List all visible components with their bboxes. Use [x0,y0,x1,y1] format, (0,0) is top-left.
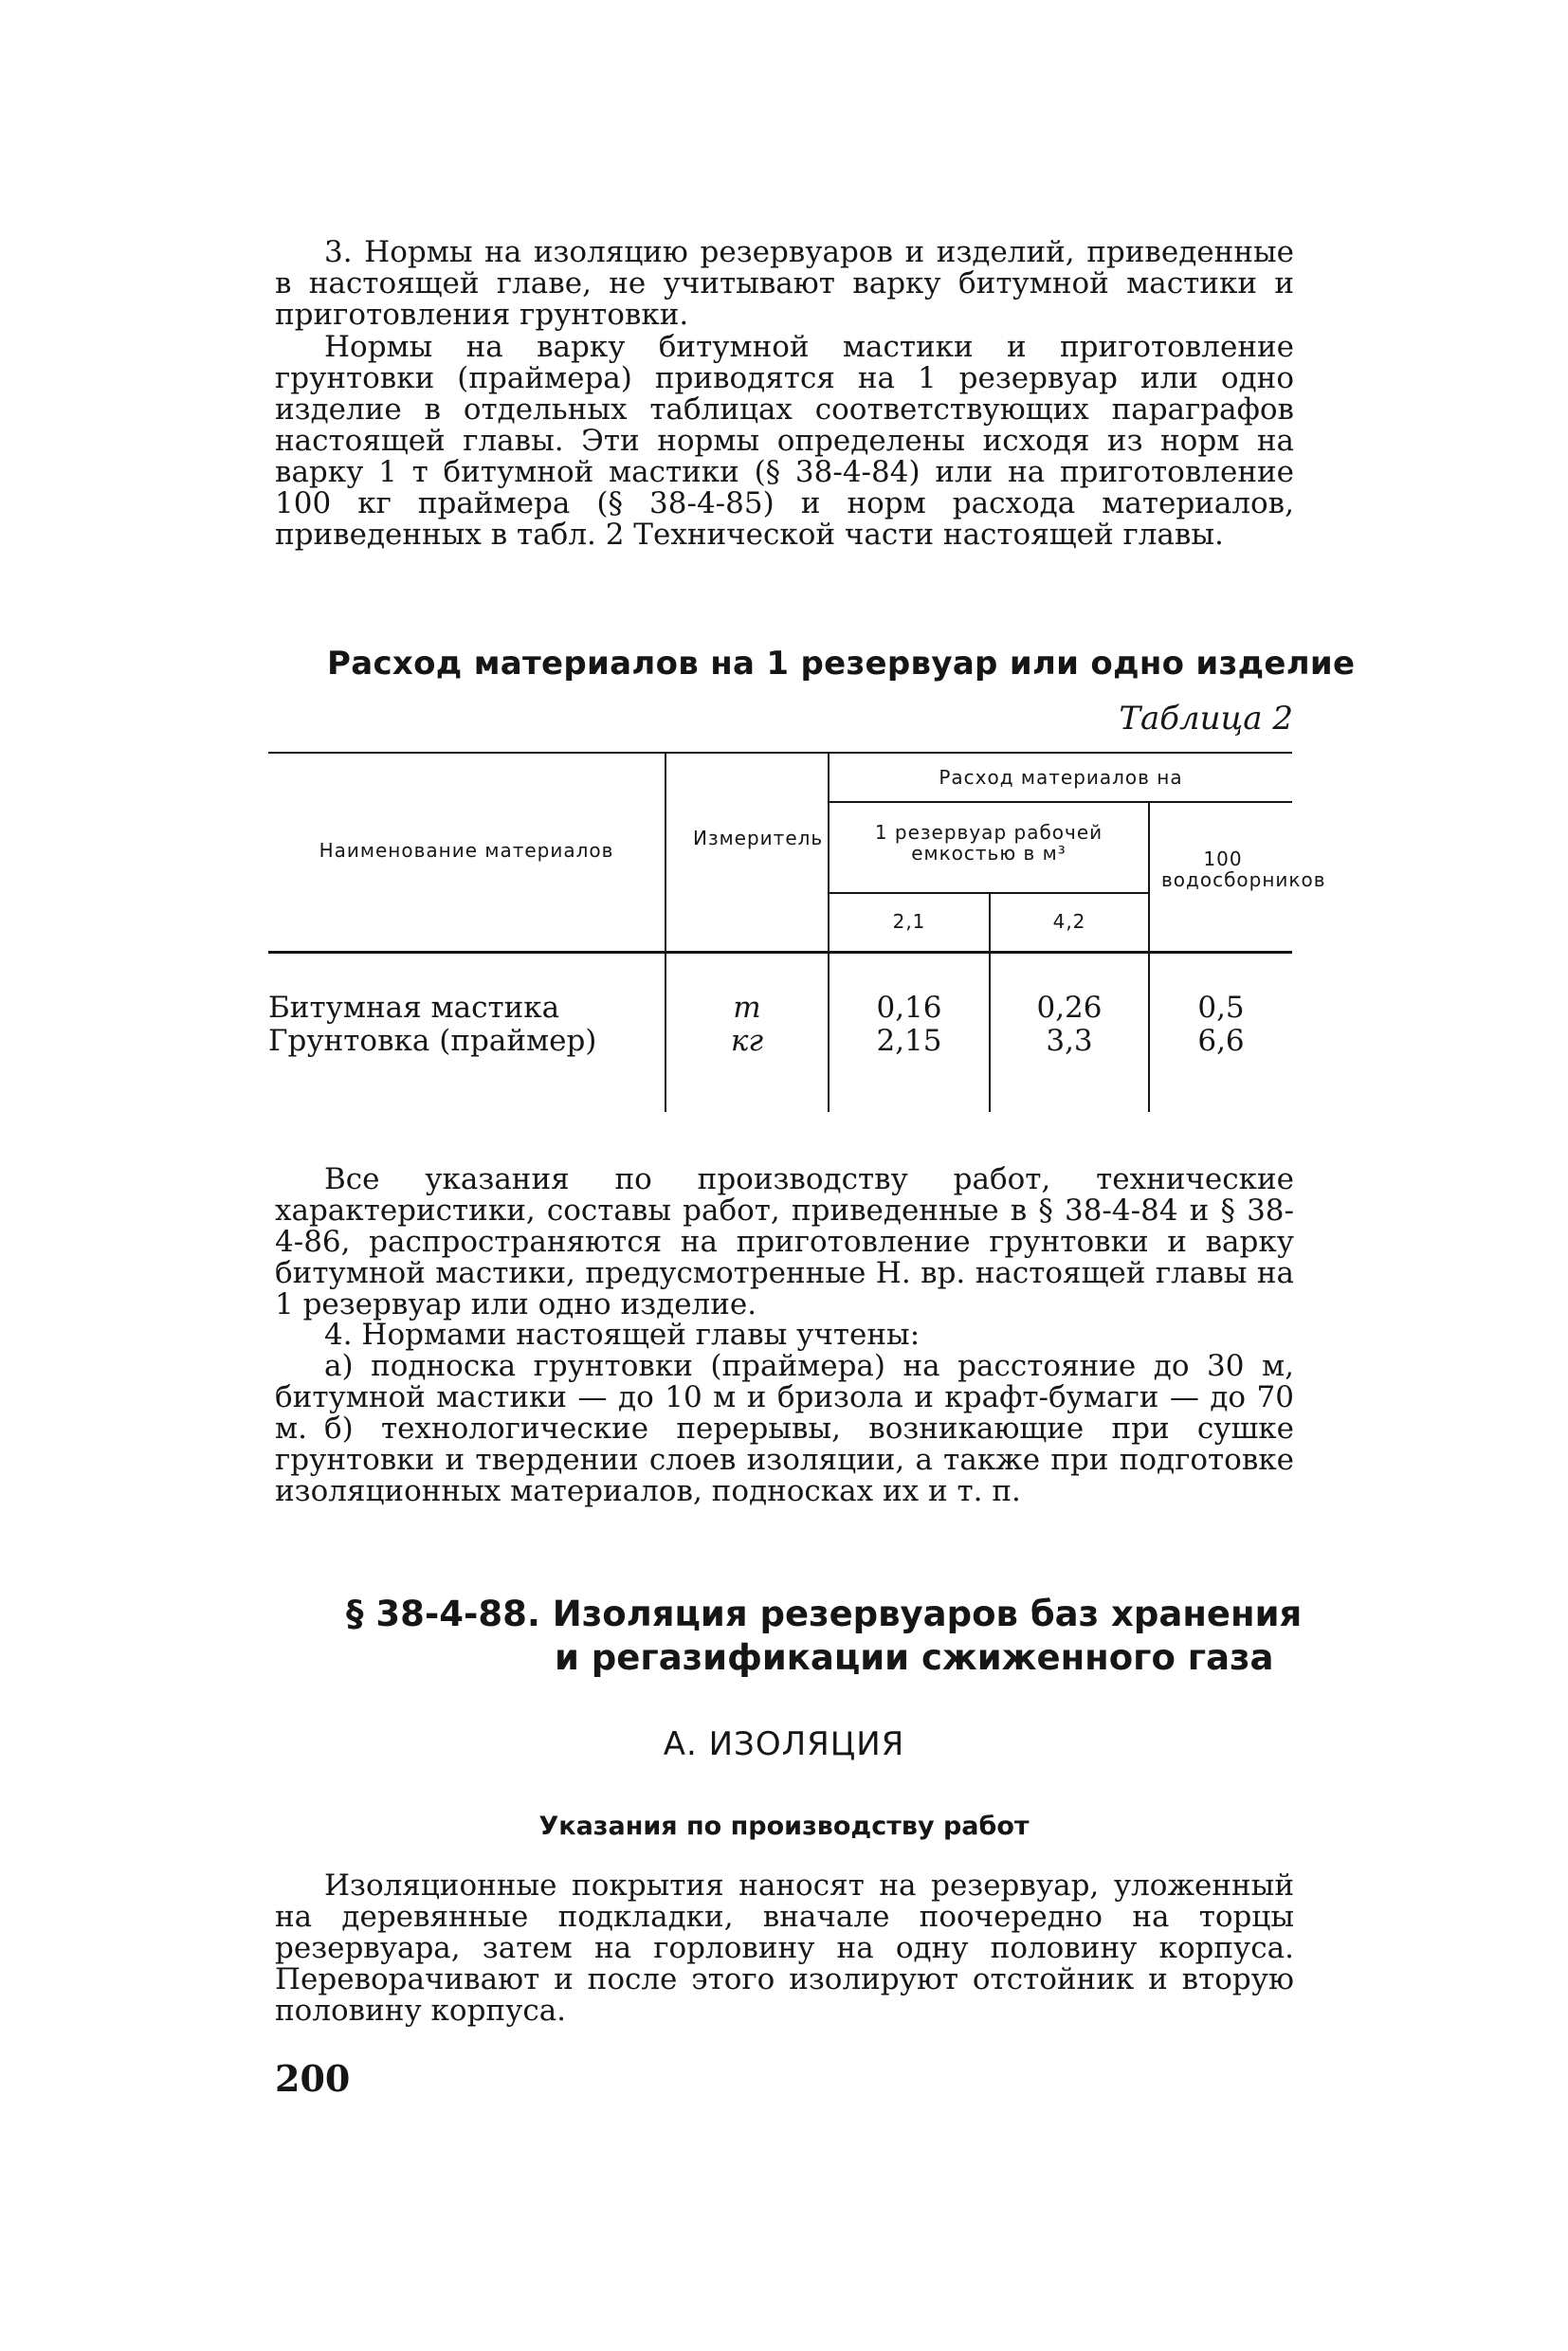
table-divider [828,892,1148,894]
row-1-tank-a: 0,16 [876,991,942,1025]
row-2-unit: кг [730,1024,764,1058]
row-2-tank-a: 2,15 [876,1024,942,1058]
paragraph-5: а) подноска грунтовки (праймера) на расстояние до 30 м, битумной мастики — до 10 м и бризола и крафт-бумаги — до 70 м. [275,1349,1294,1446]
paragraph-1: 3. Нормы на изоляцию резервуаров и изделий, приведенные в настоящей главе, не учитывают варку битумной мастики и приготовления грунтовки. [275,235,1294,332]
table-top-rule [268,752,1292,754]
row-2-tank-b: 3,3 [1046,1024,1093,1058]
table-divider [1148,801,1150,1112]
header-tank-a: 2,1 [892,910,926,933]
table-divider [828,752,830,1112]
table-header-rule [268,951,1292,954]
section-title [346,1593,1302,1680]
section-title-line-1: § 38-4-88. Изоляция резервуаров баз хранения [346,1594,1303,1634]
section-title-line-2: и регазификации сжиженного газа [555,1637,1274,1678]
header-tank-capacity: 1 резервуар рабочей емкостью в м³ [874,821,1103,865]
row-1-tank-b: 0,26 [1036,991,1103,1025]
header-name: Наименование материалов [319,839,614,862]
header-collectors: 100 водосборников [1161,847,1326,891]
materials-table [268,752,1326,1112]
table-divider [828,801,1292,803]
header-tank-b: 4,2 [1052,910,1086,933]
table-label: Таблица 2 [1119,700,1293,738]
row-2-collectors: 6,6 [1197,1024,1245,1058]
header-unit: Измеритель [693,827,824,849]
paragraph-7: Изоляционные покрытия наносят на резервуар, уложенный на деревянные подкладки, вначале поочередно на торцы резервуара, затем на горловину на одну половину корпуса. Переворачивают и после этого изолируют отстойник и вторую половину корпуса. [275,1868,1294,2028]
page-number: 200 [275,2057,351,2100]
paragraph-6: б) технологические перерывы, возникающие при сушке грунтовки и твердении слоев изоляции, а также при подготовке изоляционных материалов, подносках их и т. п. [275,1412,1294,1508]
row-1-name: Битумная мастика [268,991,560,1025]
paragraph-2: Нормы на варку битумной мастики и приготовление грунтовки (праймера) приводятся на 1 резервуар или одно изделие в отдельных таблицах соответствующих параграфов настоящей главы. Эти нормы определены исходя из норм на варку 1 т битумной мастики (§ 38-4-84) или на приготовление 100 кг праймера (§ 38-4-85) и норм расхода материалов, приведенных в табл. 2 Технической части настоящей главы. [275,330,1294,552]
paragraph-4: 4. Нормами настоящей главы учтены: [324,1318,921,1352]
row-1-unit: т [733,991,761,1025]
row-1-collectors: 0,5 [1197,991,1245,1025]
header-consumption: Расход материалов на [939,766,1183,789]
table-divider [665,752,666,1112]
row-2-name: Грунтовка (праймер) [268,1024,597,1058]
section-subsubtitle: Указания по производству работ [538,1812,1030,1841]
section-subtitle: А. ИЗОЛЯЦИЯ [663,1725,905,1763]
paragraph-3: Все указания по производству работ, технические характеристики, составы работ, приведенные в § 38-4-84 и § 38-4-86, распространяются на приготовление грунтовки и варку битумной мастики, предусмотренные Н. вр. настоящей главы на 1 резервуар или одно изделие. [275,1162,1294,1321]
table-caption: Расход материалов на 1 резервуар или одно изделие [327,645,1356,683]
